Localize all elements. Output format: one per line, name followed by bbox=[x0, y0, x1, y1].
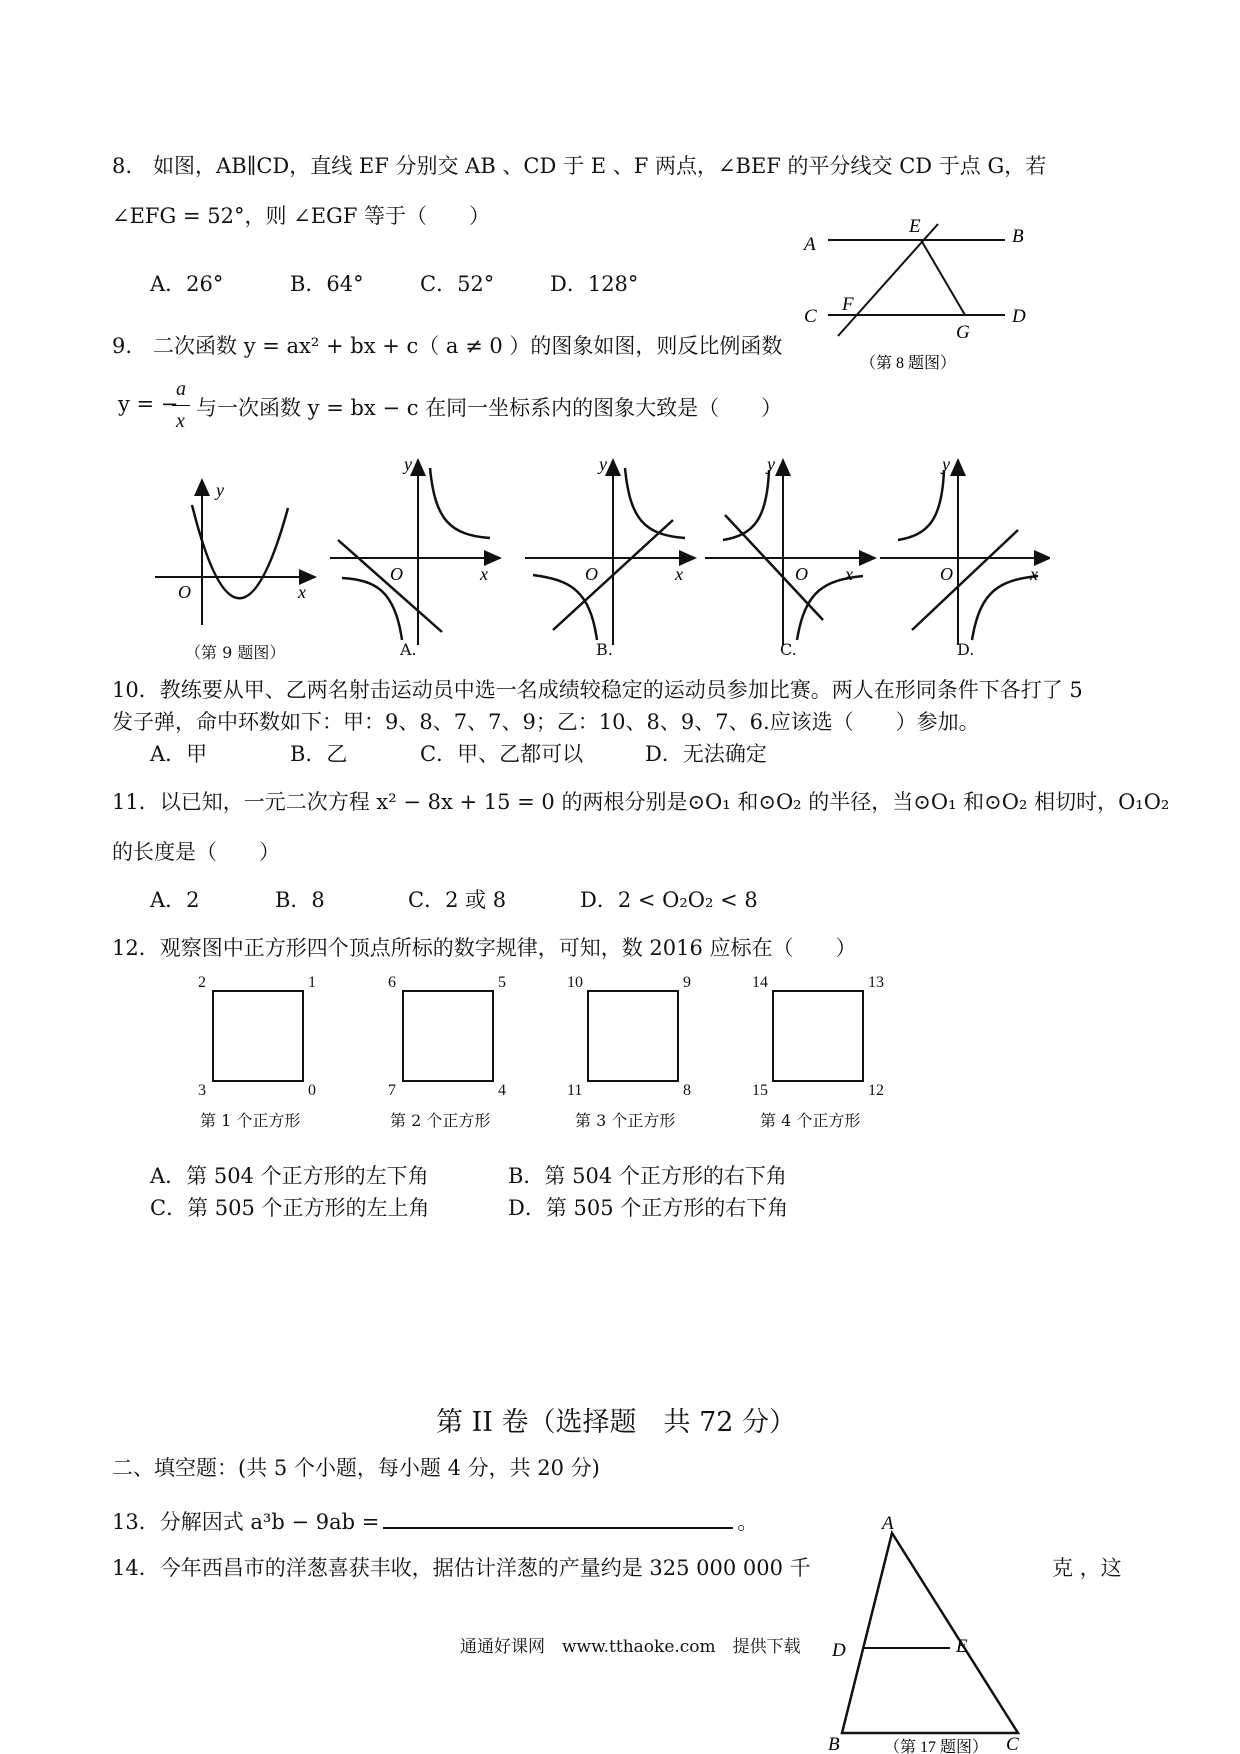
square-2 bbox=[380, 974, 540, 1130]
q11-option-c: C．2 或 8 bbox=[408, 888, 507, 912]
svg-text:O: O bbox=[940, 564, 953, 584]
square-4-caption: 第 4 个正方形 bbox=[760, 1111, 861, 1130]
q9-frac-bar bbox=[172, 405, 190, 406]
square-2-box bbox=[402, 990, 494, 1082]
svg-text:y: y bbox=[767, 454, 775, 474]
square-2-top-left: 6 bbox=[388, 974, 396, 991]
q11-line2: 的长度是（ ） bbox=[112, 840, 280, 864]
q12-option-b: B．第 504 个正方形的右下角 bbox=[508, 1164, 787, 1188]
q9-parabola-graph bbox=[155, 480, 315, 625]
q12-line1: 12．观察图中正方形四个顶点所标的数字规律，可知，数 2016 应标在（ ） bbox=[112, 936, 857, 960]
triangle-abc bbox=[842, 1533, 1018, 1733]
axis-y-label: y bbox=[216, 480, 224, 500]
q9-graph-a bbox=[330, 454, 500, 645]
q13 bbox=[112, 1506, 758, 1536]
q10-option-a: A．甲 bbox=[150, 742, 208, 766]
svg-text:y: y bbox=[599, 454, 607, 474]
label-d: D bbox=[832, 1640, 846, 1661]
square-1-top-left: 2 bbox=[198, 974, 206, 991]
svg-text:y: y bbox=[942, 454, 950, 474]
parabola-curve bbox=[192, 505, 288, 598]
square-4 bbox=[750, 974, 920, 1130]
square-4-box bbox=[772, 990, 864, 1082]
label-a: A bbox=[882, 1513, 894, 1534]
label-b: B bbox=[828, 1734, 840, 1754]
origin-label: O bbox=[178, 582, 191, 602]
q12-option-d: D．第 505 个正方形的右下角 bbox=[508, 1196, 789, 1220]
q9-caption-a: A. bbox=[400, 640, 417, 659]
square-4-top-right: 13 bbox=[868, 974, 884, 991]
square-3-top-left: 10 bbox=[567, 974, 583, 991]
square-1-caption: 第 1 个正方形 bbox=[200, 1111, 301, 1130]
square-1 bbox=[190, 974, 350, 1130]
q8-line2: ∠EFG = 52°，则 ∠EGF 等于（ ） bbox=[112, 204, 491, 228]
label-e: E bbox=[909, 216, 921, 237]
square-1-top-right: 1 bbox=[308, 974, 316, 991]
svg-text:O: O bbox=[390, 564, 403, 584]
label-c: C bbox=[1006, 1734, 1019, 1754]
square-1-bottom-left: 3 bbox=[198, 1082, 206, 1099]
square-2-bottom-right: 4 bbox=[498, 1082, 506, 1099]
square-3-top-right: 9 bbox=[683, 974, 691, 991]
q8-option-a: A．26° bbox=[150, 272, 224, 296]
svg-text:x: x bbox=[675, 564, 683, 584]
q9-graph-d bbox=[880, 454, 1050, 645]
svg-text:O: O bbox=[795, 564, 808, 584]
square-4-top-left: 14 bbox=[752, 974, 768, 991]
svg-text:O: O bbox=[585, 564, 598, 584]
q10-line2: 发子弹，命中环数如下：甲：9、8、7、7、9；乙：10、8、9、7、6.应该选（ ）参加。 bbox=[112, 710, 980, 734]
section-fill-in-blank: 二、填空题：(共 5 个小题，每小题 4 分，共 20 分) bbox=[112, 1456, 600, 1480]
square-3 bbox=[565, 974, 725, 1130]
square-1-bottom-right: 0 bbox=[308, 1082, 316, 1099]
q9-frac-numerator: a bbox=[176, 378, 186, 400]
q17-caption: （第 17 题图） bbox=[884, 1739, 989, 1754]
q14-text: 14．今年西昌市的洋葱喜获丰收，据估计洋葱的产量约是 325 000 000 千 bbox=[112, 1556, 811, 1580]
line-eg bbox=[921, 240, 965, 315]
square-3-box bbox=[587, 990, 679, 1082]
q9-frac-denominator: x bbox=[176, 410, 185, 432]
part2-title: 第 II 卷（选择题 共 72 分） bbox=[436, 1407, 797, 1438]
q11-option-b: B．8 bbox=[275, 888, 325, 912]
q10-line1: 10．教练要从甲、乙两名射击运动员中选一名成绩较稳定的运动员参加比赛。两人在形同条件下各打了 5 bbox=[112, 678, 1083, 702]
label-f: F bbox=[842, 294, 854, 315]
q13-answer-blank[interactable] bbox=[383, 1526, 733, 1529]
q13-suffix: 。 bbox=[737, 1510, 759, 1534]
square-2-bottom-left: 7 bbox=[388, 1082, 396, 1099]
q9-caption-figure: （第 9 题图） bbox=[185, 643, 286, 662]
q9-graphs bbox=[150, 440, 1050, 660]
q8-option-c: C．52° bbox=[420, 272, 495, 296]
q9-graph-c bbox=[705, 454, 875, 645]
q9-caption-b: B. bbox=[596, 640, 613, 659]
square-1-box bbox=[212, 990, 304, 1082]
q11-line1: 11．以已知，一元二次方程 x² − 8x + 15 = 0 的两根分别是⊙O₁ 和⊙O₂ 的半径，当⊙O₁ 和⊙O₂ 相切时，O₁O₂ bbox=[112, 790, 1170, 814]
q13-prefix: 13．分解因式 a³b − 9ab = bbox=[112, 1510, 380, 1534]
label-g: G bbox=[956, 322, 970, 343]
q12-option-a: A．第 504 个正方形的左下角 bbox=[150, 1164, 429, 1188]
q11-option-a: A．2 bbox=[150, 888, 200, 912]
label-b: B bbox=[1012, 226, 1024, 247]
q9-line2-suffix: 与一次函数 y = bx − c 在同一坐标系内的图象大致是（ ） bbox=[196, 396, 783, 420]
q12-option-c: C．第 505 个正方形的左上角 bbox=[150, 1196, 430, 1220]
q9-caption-c: C. bbox=[780, 640, 797, 659]
svg-text:x: x bbox=[1030, 564, 1038, 584]
square-2-caption: 第 2 个正方形 bbox=[390, 1111, 491, 1130]
label-e: E bbox=[956, 1636, 968, 1657]
q8-caption: （第 8 题图） bbox=[860, 355, 957, 372]
svg-text:x: x bbox=[480, 564, 488, 584]
q8-figure bbox=[790, 212, 1050, 382]
q14-tail: 克 ，这 bbox=[1052, 1556, 1122, 1580]
q11-option-d: D．2 < O₂O₂ < 8 bbox=[580, 888, 758, 912]
square-4-bottom-left: 15 bbox=[752, 1082, 768, 1099]
footer-source: 通通好课网 www.tthaoke.com 提供下载 bbox=[460, 1637, 801, 1657]
q9-line1: 9. 二次函数 y = ax² + bx + c（ a ≠ 0 ）的图象如图，则反比例函数 bbox=[112, 334, 783, 358]
svg-text:y: y bbox=[404, 454, 412, 474]
q8-option-b: B．64° bbox=[290, 272, 364, 296]
q10-option-c: C．甲、乙都可以 bbox=[420, 742, 584, 766]
q10-option-b: B．乙 bbox=[290, 742, 348, 766]
square-2-top-right: 5 bbox=[498, 974, 506, 991]
q10-option-d: D．无法确定 bbox=[645, 742, 767, 766]
q8-line1: 8. 如图，AB∥CD，直线 EF 分别交 AB 、CD 于 E 、F 两点，∠BEF 的平分线交 CD 于点 G，若 bbox=[112, 154, 1047, 178]
square-3-bottom-right: 8 bbox=[683, 1082, 691, 1099]
svg-text:x: x bbox=[845, 564, 853, 584]
label-c: C bbox=[804, 306, 817, 327]
square-3-caption: 第 3 个正方形 bbox=[575, 1111, 676, 1130]
q9-line2-prefix: y = − bbox=[118, 392, 179, 416]
q17-figure bbox=[820, 1508, 1040, 1754]
square-3-bottom-left: 11 bbox=[567, 1082, 583, 1099]
axis-x-label: x bbox=[298, 582, 306, 602]
q9-graph-b bbox=[525, 454, 695, 645]
q8-option-d: D．128° bbox=[550, 272, 639, 296]
label-d: D bbox=[1012, 306, 1026, 327]
q9-caption-d: D. bbox=[957, 640, 975, 659]
square-4-bottom-right: 12 bbox=[868, 1082, 884, 1099]
label-a: A bbox=[804, 234, 816, 255]
